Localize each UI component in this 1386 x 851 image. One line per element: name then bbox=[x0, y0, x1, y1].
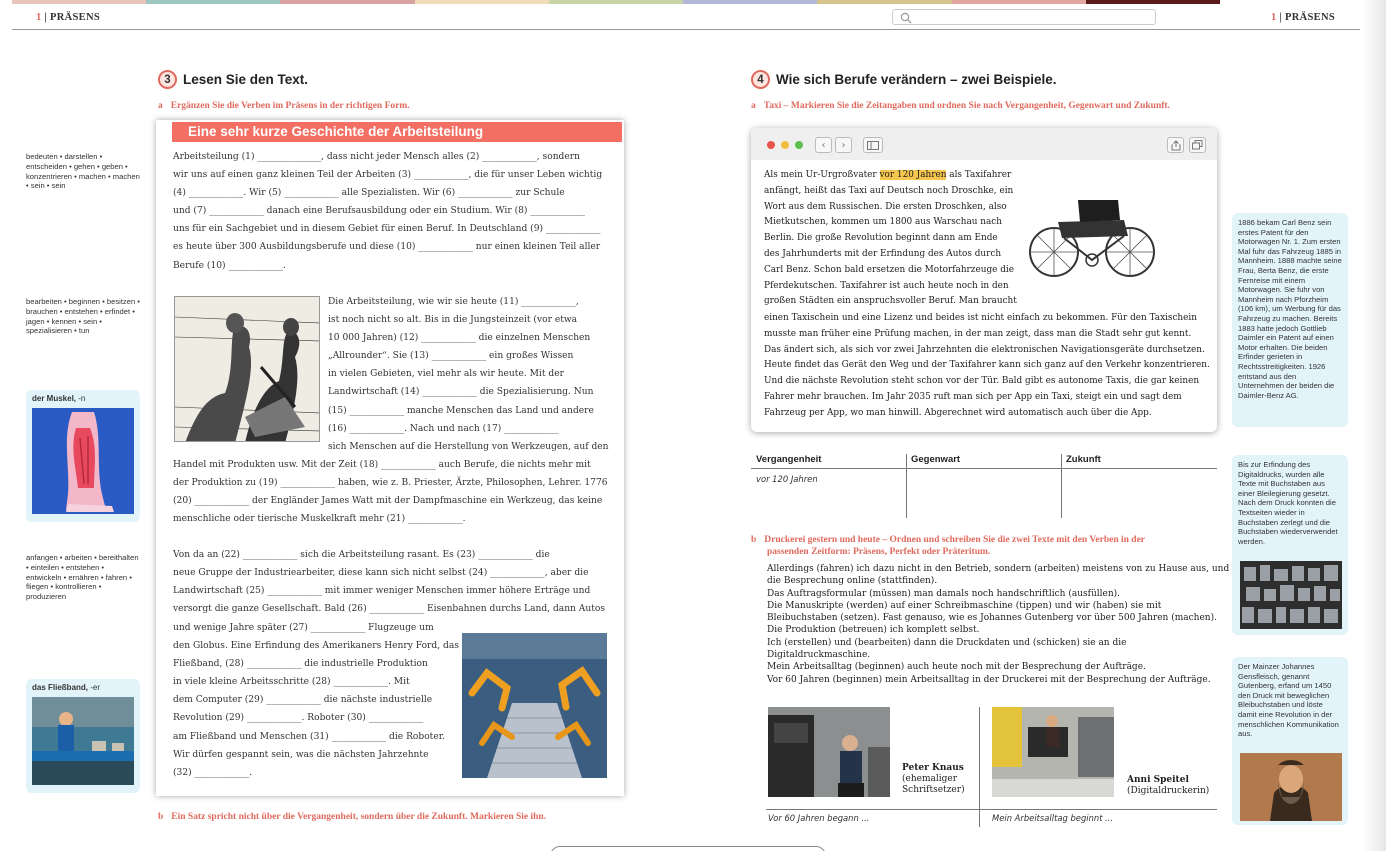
paragraph-1 bbox=[173, 148, 602, 275]
person-name: Peter Knaus bbox=[902, 763, 964, 773]
text-line: musste man früher eine Prüfung machen, in der man zeigt, dass man die Stadt sehr gut kennt. bbox=[764, 328, 1192, 339]
exercise-line: Allerdings (fahren) ich dazu nicht in den Betrieb, sondern (arbeiten) meistens von zu Hause aus, und bbox=[767, 564, 1230, 574]
time-classification-table bbox=[751, 454, 1217, 518]
exercise-3b-instruction bbox=[158, 811, 546, 823]
taxi-text-top bbox=[764, 168, 1017, 310]
answer-start-2: Mein Arbeitsalltag beginnt ... bbox=[992, 813, 1114, 823]
text-line: und (7) ____________ danach eine Berufsausbildung oder ein Studium. Wir (8) ____________ bbox=[173, 206, 585, 217]
exercise-line: Bleibuchstaben (setzen). Fast genauso, wie es Johannes Gutenberg vor über 500 Jahren (machen). bbox=[767, 613, 1217, 624]
person-name: Anni Speitel bbox=[1127, 775, 1189, 785]
chevron-left-icon: ‹ bbox=[821, 139, 826, 151]
text-line: Mietkutschen, kommen um 1800 aus Warschau nach bbox=[764, 217, 1002, 228]
example-answer: vor 120 Jahren bbox=[756, 474, 818, 484]
text-line: Revolution (29) ____________. Roboter (30) ____________ bbox=[173, 713, 424, 724]
text-line: Von da an (22) ____________ sich die Arbeitsteilung rasant. Es (23) ____________ die bbox=[173, 550, 550, 560]
chapter-title: PRÄSENS bbox=[50, 12, 100, 23]
task-text: Taxi – Markieren Sie die Zeitangaben und ordnen Sie nach Vergangenheit, Gegenwart und Zukunft. bbox=[763, 101, 1170, 111]
vocab-card-muscle bbox=[26, 390, 140, 522]
text-line: 10 000 Jahren) (12) ____________ die einzelnen Menschen bbox=[328, 333, 591, 344]
search-icon bbox=[900, 12, 912, 24]
text-line: anfängt, heißt das Taxi auf Deutsch noch Droschke, ein bbox=[764, 185, 1014, 196]
vocab-word: das Fließband, bbox=[32, 683, 89, 692]
tabs-icon bbox=[1192, 140, 1203, 150]
text-line: uns für ein Sachgebiet und in diesem Gebiet für einen Beruf. In Deutschland (9) ____________ bbox=[173, 224, 601, 235]
text-line: in vielen Gebieten, viel mehr als wir heute. Mit der bbox=[328, 369, 564, 380]
lead-type-photo bbox=[1240, 561, 1342, 629]
page-header-left: 1 | PRÄSENS bbox=[36, 12, 100, 23]
text-line: (4) ____________. Wir (5) ____________ alle Spezialisten. Wir (6) ____________ zur Schule bbox=[173, 188, 565, 199]
infobox-letterpress bbox=[1232, 455, 1348, 635]
exercise-line: Ich (erstellen) und (bearbeiten) dann die Druckdaten und (schicken) sie an die bbox=[767, 637, 1127, 648]
text-line: dem Computer (29) ____________ die nächste industrielle bbox=[173, 695, 433, 706]
text-line: Berlin. Die große Revolution beginnt dann am Ende bbox=[764, 233, 998, 244]
paragraph-2-beside-image bbox=[328, 293, 609, 456]
text-line: (15) ____________ manche Menschen das Land und andere bbox=[328, 405, 594, 416]
bottom-page-tab[interactable] bbox=[550, 846, 826, 851]
exercise-3-heading bbox=[158, 70, 308, 89]
page-number: 1 bbox=[1271, 12, 1277, 23]
text-line: der Produktion zu (19) ____________ haben, wie z. B. Priester, Ärzte, Philosophen, Lehrer. 1776 bbox=[173, 478, 608, 489]
chapter-title: PRÄSENS bbox=[1285, 12, 1335, 23]
task-letter: b bbox=[158, 812, 164, 822]
text-line: Wir dürfen gespannt sein, was die nächsten Jahrzehnte bbox=[173, 749, 429, 760]
text-line: und wenige Jahre später (27) ____________ Flugzeuge um bbox=[173, 623, 434, 633]
vocab-plural: -er bbox=[90, 683, 101, 692]
robot-assembly-photo bbox=[462, 633, 607, 778]
reading-title: Eine sehr kurze Geschichte der Arbeitsteilung bbox=[172, 122, 622, 142]
person-role: Schriftsetzer) bbox=[902, 785, 965, 795]
browser-toolbar bbox=[751, 128, 1217, 160]
page-edge-shadow bbox=[1362, 0, 1386, 851]
infobox-carl-benz: 1886 bekam Carl Benz sein erstes Patent für den Motorwagen Nr. 1. Zum ersten Mal fuhr das Fahrzeug 1885 in Mannheim. 1888 machte seine Frau, Berta Benz, die erste Fernreise mit einem Motorwagen. Sie fuhr von Mannheim nach Pforzheim (106 km), um Werbung für das Fahrzeug zu machen. Bereits 1883 hatte jedoch Gottlieb Daimler ein Patent auf einen Motor erhalten. Die beiden Erfinder gerieten in Rechtsstreitigkeiten. 1926 entstand aus den Unternehmen der beiden die Daimler-Benz AG. bbox=[1232, 213, 1348, 427]
infobox-text: Bis zur Erfindung des Digitaldrucks, wurden alle Texte mit Buchstaben aus einer Bleilegierung gesetzt. Nach dem Druck konnten die Textseiten wieder in Buchstaben zerlegt und die Buchstaben wiederverwendet werden. bbox=[1238, 460, 1338, 546]
close-dot-icon[interactable] bbox=[767, 141, 775, 149]
text-line: wir uns auf einen ganz kleinen Teil der Arbeiten (3) ____________, die für unser Leben wichtig bbox=[173, 170, 603, 181]
text-line: des Jahrhunderts mit der Erfindung des Autos durch bbox=[764, 248, 1002, 259]
task-text: Druckerei gestern und heute – Ordnen und schreiben Sie die zwei Texte mit den Verben in der bbox=[764, 535, 1146, 545]
vocab-list-1: bedeuten • darstellen • entscheiden • gehen • geben • konzentrieren • machen • machen • sein • sein bbox=[26, 152, 140, 191]
gutenberg-portrait bbox=[1240, 753, 1342, 821]
minimize-dot-icon[interactable] bbox=[781, 141, 789, 149]
text-line: Landwirtschaft (25) ____________ mit immer weniger Menschen immer höhere Erträge und bbox=[173, 586, 591, 597]
exercise-4-heading bbox=[751, 70, 1057, 89]
text-line: Berufe (10) ____________. bbox=[173, 260, 286, 271]
chevron-right-icon: › bbox=[841, 139, 846, 151]
share-button[interactable] bbox=[1167, 137, 1184, 153]
task-letter: a bbox=[158, 101, 163, 111]
paragraph-2-continued bbox=[173, 456, 608, 528]
paragraph-3-beside-image bbox=[173, 619, 459, 782]
exercise-line: Die Manuskripte (werden) auf einer Schreibmaschine (tippen) und wir (haben) sie mit bbox=[767, 600, 1162, 611]
sidebar-icon bbox=[867, 141, 879, 150]
text-line: am Fließband und Menschen (31) ____________ die Roboter. bbox=[173, 731, 445, 742]
answer-rule bbox=[766, 809, 1217, 810]
text-line: Fahrzeug per App, wo man hinwill. Abgerechnet wird automatisch auch über die App. bbox=[764, 407, 1152, 418]
person-role: (Digitaldruckerin) bbox=[1127, 786, 1210, 796]
sidebar-button[interactable] bbox=[863, 137, 883, 153]
text-line bbox=[764, 168, 1017, 184]
text-span: Als mein Ur-Urgroßvater bbox=[764, 170, 880, 180]
text-line: Arbeitsteilung (1) ______________, dass nicht jeder Mensch alles (2) ____________, sondern bbox=[173, 152, 580, 162]
person-2-label bbox=[1127, 775, 1209, 797]
exercise-line: Vor 60 Jahren (beginnen) mein Arbeitsalltag in der Druckerei mit der Besprechung der Aufträge. bbox=[767, 674, 1211, 685]
task-text: Ein Satz spricht nicht über die Vergangenheit, sondern über die Zukunft. Markieren Sie ihn. bbox=[171, 812, 547, 822]
paragraph-3 bbox=[173, 546, 605, 618]
forward-button[interactable] bbox=[835, 137, 852, 153]
text-line: (32) ____________. bbox=[173, 767, 253, 778]
text-line: Wort aus dem Russischen. Die ersten Droschken, also bbox=[764, 201, 1007, 212]
digital-printer-photo bbox=[992, 707, 1114, 797]
text-line: Fließband, (28) ____________ die industrielle Produktion bbox=[173, 659, 428, 670]
text-line: versorgt die ganze Gesellschaft. Bald (26) ____________ Eisenbahnen durchs Land, dann Autos bbox=[173, 604, 606, 615]
text-line: Das ändert sich, als sich vor zwei Jahrzehnten die elektronischen Navigationsgeräte durchsetzen. bbox=[764, 344, 1205, 355]
text-line: Fahrer mehr brauchen. Im Jahr 2035 ruft man sich per App ein Taxi, steigt ein und sagt dem bbox=[764, 391, 1182, 402]
page-number: 1 bbox=[36, 12, 42, 23]
text-line: Landwirtschaft (14) ____________ die Spezialisierung. Nun bbox=[328, 387, 594, 398]
text-line: Handel mit Produkten usw. Mit der Zeit (18) ____________ auch Berufe, die nichts mehr mit bbox=[173, 460, 591, 470]
text-line: in viele kleine Arbeitsschritte (28) ____________. Mit bbox=[173, 677, 410, 688]
vocab-list-2: bearbeiten • beginnen • besitzen • brauchen • entstehen • erfindet • jagen • kennen • sein • spezialisieren • tun bbox=[26, 297, 140, 336]
task-text: passenden Zeitform: Präsens, Perfekt oder Präteritum. bbox=[767, 547, 991, 557]
text-line: (20) ____________ der Engländer James Watt mit der Dampfmaschine ein Werkzeug, das keine bbox=[173, 496, 603, 507]
text-line: großen Städten ein anspruchsvoller Beruf. Man braucht bbox=[764, 296, 1017, 307]
stone-age-engraving bbox=[174, 296, 320, 442]
vocab-list-3: anfangen • arbeiten • bereithalten • einteilen • entstehen • entwickeln • ernähren • fahren • fliegen • kontrollieren • produzieren bbox=[26, 553, 139, 602]
exercise-4a-instruction bbox=[751, 100, 1170, 112]
tabs-button[interactable] bbox=[1189, 137, 1206, 153]
text-line: einen Taxischein und eine Lizenz und beides ist nicht einfach zu bekommen. Für den Taxischein bbox=[764, 313, 1197, 323]
text-line: Pferdekutschen. Taxifahrer ist auch heute noch in den bbox=[764, 280, 1009, 291]
muscle-illustration bbox=[32, 408, 134, 514]
text-line: „Allrounder“. Sie (13) ____________ ein großes Wissen bbox=[328, 351, 574, 362]
exercise-line: Die Produktion (betreuen) ich komplett selbst. bbox=[767, 625, 980, 636]
exercise-title: Wie sich Berufe verändern – zwei Beispiele. bbox=[776, 72, 1057, 87]
task-letter: b bbox=[751, 535, 757, 545]
exercise-4b-instruction bbox=[751, 534, 1145, 558]
exercise-line: Das Auftragsformular (müssen) man damals noch handschriftlich (ausfüllen). bbox=[767, 588, 1120, 599]
task-text: Ergänzen Sie die Verben im Präsens in der richtigen Form. bbox=[170, 101, 410, 111]
vocab-word: der Muskel, bbox=[32, 394, 77, 403]
column-header-past: Vergangenheit bbox=[756, 454, 822, 465]
text-line: neue Gruppe der Industriearbeiter, diese kann sich nicht selbst (24) ____________, aber die bbox=[173, 568, 589, 579]
person-1-label bbox=[902, 763, 965, 796]
color-strip bbox=[12, 0, 1220, 4]
page-header-right: 1 | PRÄSENS bbox=[1271, 12, 1335, 23]
text-line: Und die nächste Revolution steht schon vor der Tür. Bald gibt es autonome Taxis, die gar keinen bbox=[764, 376, 1200, 387]
maximize-dot-icon[interactable] bbox=[795, 141, 803, 149]
column-header-future: Zukunft bbox=[1066, 454, 1101, 465]
text-line: Carl Benz. Schon bald ersetzen die Motorfahrzeuge die bbox=[764, 264, 1014, 275]
answer-start-1: Vor 60 Jahren begann ... bbox=[768, 813, 870, 823]
text-line: sich Menschen auf die Herstellung von Werkzeugen, auf den bbox=[328, 441, 609, 452]
taxi-text-full bbox=[764, 311, 1210, 422]
exercise-title: Lesen Sie den Text. bbox=[183, 72, 309, 87]
verb-exercise-lines bbox=[767, 563, 1229, 686]
person-role: (ehemaliger bbox=[902, 774, 958, 784]
back-button[interactable] bbox=[815, 137, 832, 153]
exercise-3a-instruction bbox=[158, 100, 410, 112]
text-line: menschliche oder tierische Muskelkraft mehr (21) ____________. bbox=[173, 514, 466, 525]
column-header-present: Gegenwart bbox=[911, 454, 961, 465]
highlighted-time-phrase[interactable]: vor 120 Jahren bbox=[879, 170, 947, 180]
infobox-gutenberg bbox=[1232, 657, 1348, 825]
share-icon bbox=[1171, 140, 1181, 151]
text-line: Die Arbeitsteilung, wie wir sie heute (11) ____________, bbox=[328, 297, 579, 307]
exercise-number: 4 bbox=[751, 70, 770, 89]
conveyor-photo bbox=[32, 697, 134, 785]
benz-motorwagen-illustration bbox=[1028, 190, 1156, 286]
text-line: (16) ____________. Nach und nach (17) ____________ bbox=[328, 423, 559, 434]
address-bar[interactable] bbox=[892, 9, 1156, 25]
exercise-line: Digitaldruckmaschine. bbox=[767, 650, 871, 661]
header-rule bbox=[12, 29, 1360, 30]
text-line: ist noch nicht so alt. Bis in die Jungsteinzeit (vor etwa bbox=[328, 315, 578, 326]
vocab-card-conveyor bbox=[26, 679, 140, 793]
infobox-text: Der Mainzer Johannes Gensfleisch, genannt Gutenberg, erfand um 1450 den Druck mit beweglichen Bleibuchstaben und löste damit eine Revolution in der menschlichen Kommunikation aus. bbox=[1238, 662, 1339, 739]
text-line: Heute findet das Gerät den Weg und der Taxifahrer kann sich ganz auf den Verkehr konzentrieren. bbox=[764, 360, 1210, 371]
text-line: den Globus. Eine Erfindung des Amerikaners Henry Ford, das bbox=[173, 641, 459, 652]
vocab-plural: -n bbox=[78, 394, 86, 403]
exercise-number: 3 bbox=[158, 70, 177, 89]
task-letter: a bbox=[751, 101, 756, 111]
exercise-line: die Besprechung online (stattfinden). bbox=[767, 576, 938, 587]
typesetter-photo bbox=[768, 707, 890, 797]
text-span: als Taxifahrer bbox=[946, 170, 1012, 180]
text-line: es heute über 300 Ausbildungsberufe und diese (10) ____________ nur einen kleinen Teil aller bbox=[173, 242, 601, 253]
exercise-line: Mein Arbeitsalltag (beginnen) auch heute noch mit der Besprechung der Aufträge. bbox=[767, 662, 1146, 673]
